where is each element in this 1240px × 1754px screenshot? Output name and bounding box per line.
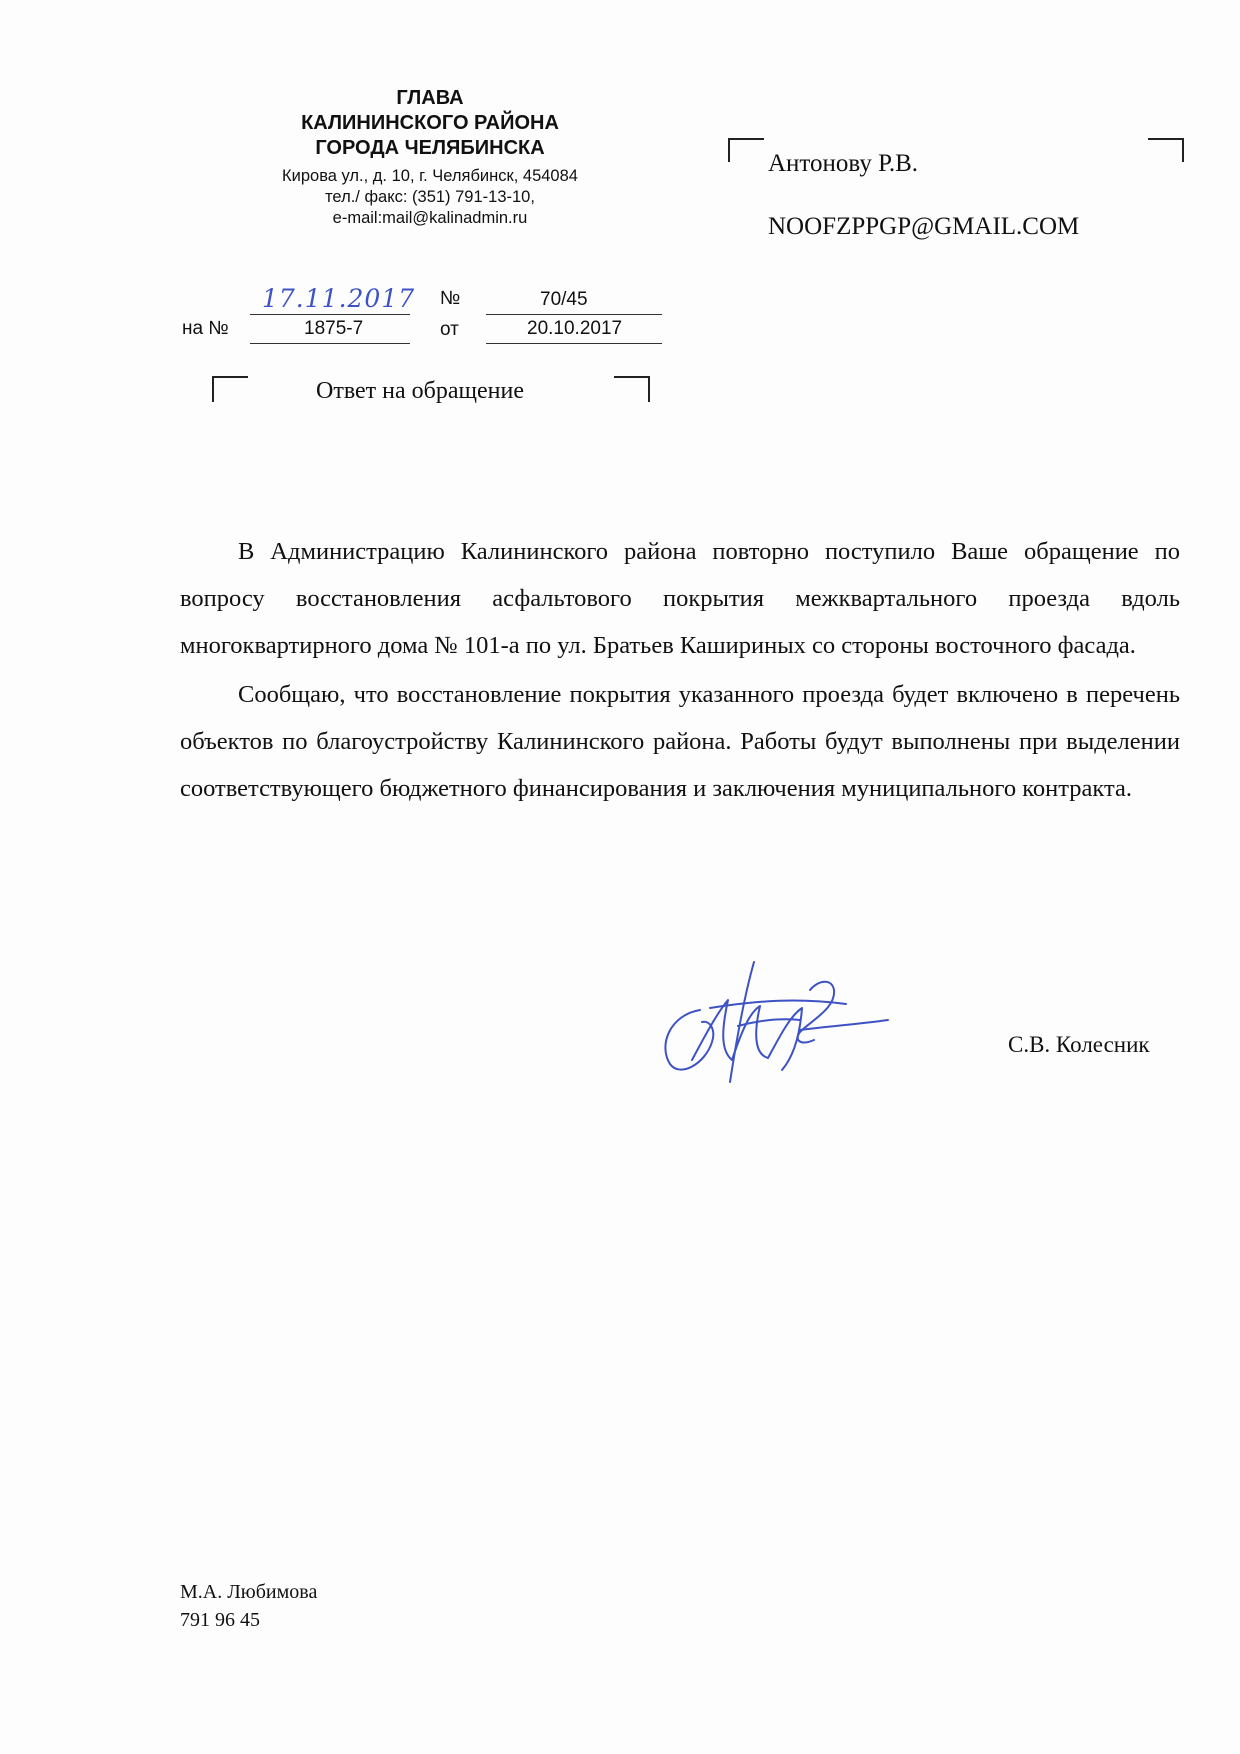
letterhead-district: КАЛИНИНСКОГО РАЙОНА	[301, 112, 559, 134]
ref-date: 20.10.2017	[527, 318, 623, 339]
letterhead-phone: тел./ факс: (351) 791-13-10,	[325, 188, 535, 206]
body-paragraph-2: Сообщаю, что восстановление покрытия указанного проезда будет включено в перечень объектов по благоустройству Калининского района. Работы будут выполнены при выделении соответствующего бюджетного финансирования и заключения муниципального контракта.	[180, 681, 1180, 802]
from-label: от	[440, 319, 459, 340]
number-label: №	[440, 288, 461, 309]
executor-name: М.А. Любимова	[180, 1581, 318, 1603]
executor-phone: 791 96 45	[180, 1609, 260, 1631]
handwritten-date: 17.11.2017	[262, 284, 416, 313]
signatory-name: С.В. Колесник	[1008, 1032, 1150, 1057]
outgoing-number: 70/45	[540, 289, 588, 310]
number-underline	[486, 314, 662, 315]
recipient-corner-left	[728, 138, 764, 162]
letterhead-address: Кирова ул., д. 10, г. Челябинск, 454084	[282, 167, 578, 185]
recipient-email: NOOFZPPGP@GMAIL.COM	[768, 213, 1080, 240]
letter-body	[180, 528, 1180, 812]
ref-number-underline	[250, 343, 410, 344]
subject-corner-left	[212, 376, 248, 402]
letterhead-city: ГОРОДА ЧЕЛЯБИНСКА	[315, 137, 545, 159]
ref-date-underline	[486, 343, 662, 344]
letterhead-title: ГЛАВА	[396, 87, 464, 109]
ref-label: на №	[182, 318, 229, 339]
recipient-corner-right	[1148, 138, 1184, 162]
letterhead	[240, 86, 620, 229]
signature-icon	[650, 960, 900, 1100]
subject-corner-right	[614, 376, 650, 402]
body-paragraph-1: В Администрацию Калининского района повторно поступило Ваше обращение по вопросу восстановления асфальтового покрытия межквартального проезда вдоль многоквартирного дома № 101-а по ул. Братьев Кашириных со стороны восточного фасада.	[180, 538, 1180, 659]
date-underline	[250, 314, 410, 315]
letterhead-email: e-mail:mail@kalinadmin.ru	[332, 209, 528, 227]
ref-number: 1875-7	[304, 318, 364, 339]
recipient-name: Антонову Р.В.	[768, 150, 919, 177]
subject: Ответ на обращение	[316, 378, 524, 404]
